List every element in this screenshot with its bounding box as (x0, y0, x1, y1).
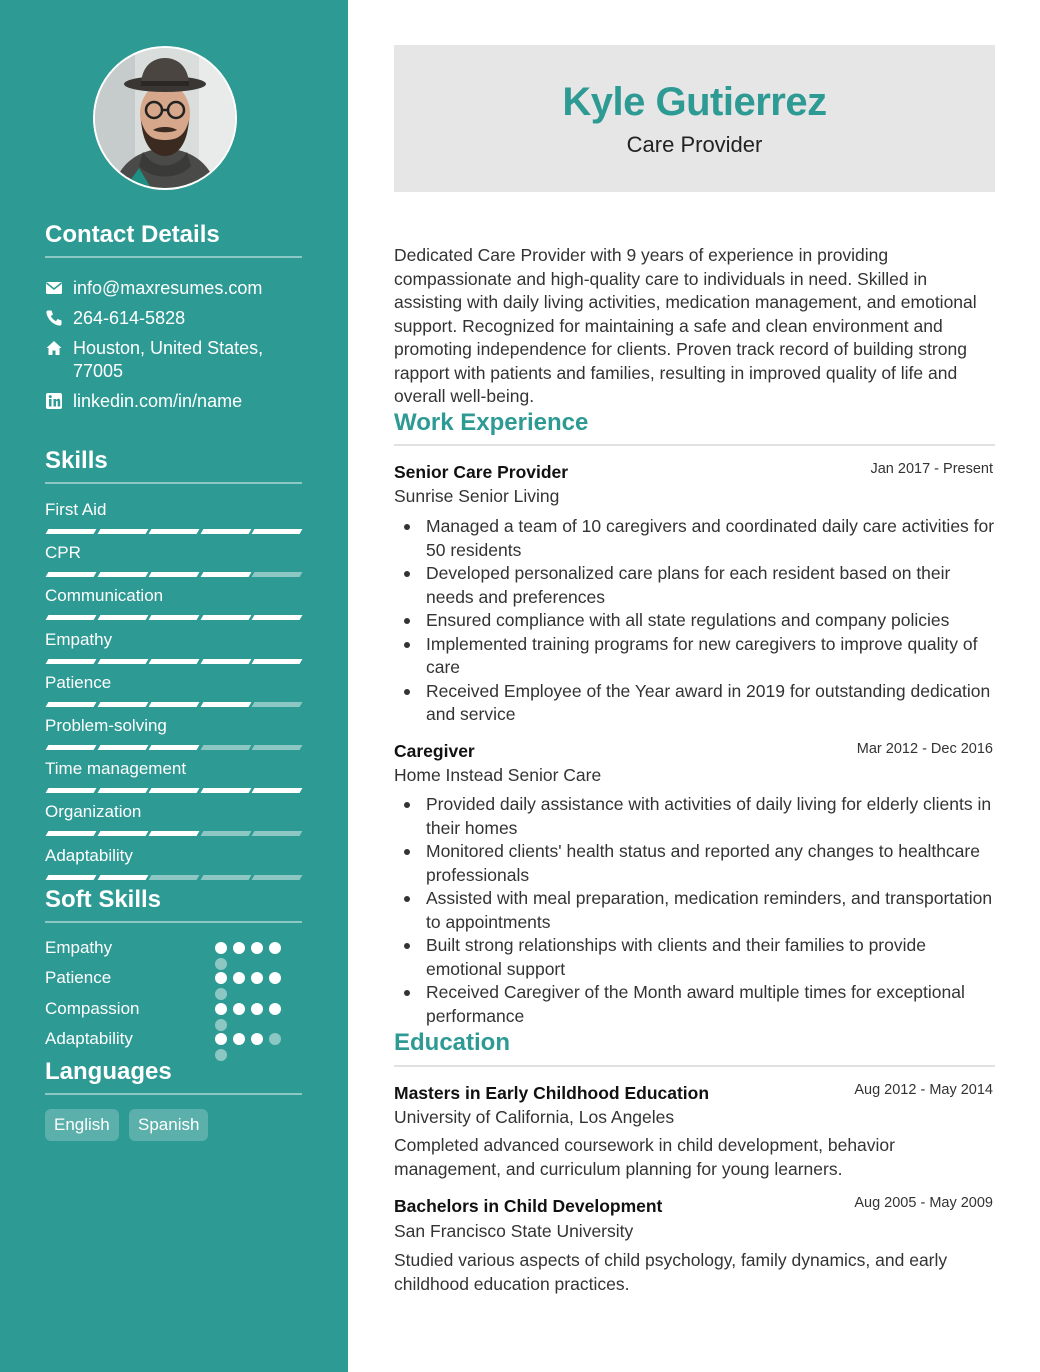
linkedin-text[interactable]: linkedin.com/in/name (73, 391, 243, 411)
skill-label: First Aid (45, 500, 107, 519)
envelope-icon (45, 279, 63, 297)
divider (45, 482, 302, 484)
divider (45, 921, 302, 923)
soft-skill-rating (215, 942, 295, 954)
skill-segment-filled (149, 659, 200, 664)
divider (394, 1065, 995, 1067)
soft-skill-label: Empathy (45, 938, 113, 957)
rating-dot-filled (251, 942, 263, 954)
soft-skill-rating (215, 1033, 295, 1045)
phone-text[interactable]: 264-614-5828 (73, 308, 186, 328)
email-text[interactable]: info@maxresumes.com (73, 278, 263, 298)
education-heading: Education (394, 1029, 511, 1056)
rating-dot-filled (269, 1003, 281, 1015)
skill-segment-filled (97, 702, 148, 707)
rating-dot-empty (269, 1033, 281, 1045)
home-icon (45, 339, 63, 357)
skill-segment-filled (46, 529, 97, 534)
divider (394, 444, 995, 446)
skill-segment-empty (252, 745, 303, 750)
degree-description: Studied various aspects of child psychology, family dynamics, and early childhood education practices. (394, 1250, 948, 1294)
degree-description: Completed advanced coursework in child development, behavior management, and curriculum planning for young learners. (394, 1135, 895, 1179)
rating-dot-filled (233, 972, 245, 984)
skill-segment-filled (149, 788, 200, 793)
job-title: Caregiver (394, 741, 475, 761)
name-header (394, 45, 995, 192)
skill-segment-filled (97, 745, 148, 750)
list-item: Assisted with meal preparation, medication reminders, and transportation to appointments (426, 887, 995, 934)
skill-level-bar (45, 788, 302, 794)
rating-dot-empty (215, 1019, 227, 1031)
skill-segment-filled (97, 572, 148, 577)
rating-dot-filled (215, 972, 227, 984)
rating-dot-filled (251, 972, 263, 984)
soft-skill-label: Patience (45, 968, 112, 987)
rating-dot-filled (215, 1033, 227, 1045)
skill-segment-filled (97, 529, 148, 534)
skill-segment-filled (200, 659, 251, 664)
skill-label: Empathy (45, 630, 113, 649)
rating-dot-filled (269, 942, 281, 954)
skill-label: Adaptability (45, 846, 133, 865)
skill-segment-empty (149, 875, 200, 880)
list-item: Received Employee of the Year award in 2019 for outstanding dedication and service (426, 680, 995, 727)
phone-icon (45, 309, 63, 327)
job-dates: Jan 2017 - Present (870, 461, 993, 477)
soft-skills-heading: Soft Skills (45, 886, 162, 913)
skill-label: Patience (45, 673, 112, 692)
skill-label: Organization (45, 802, 142, 821)
job-dates: Mar 2012 - Dec 2016 (856, 741, 993, 757)
skill-segment-filled (46, 788, 97, 793)
degree-title: Bachelors in Child Development (394, 1196, 663, 1216)
skill-segment-filled (97, 788, 148, 793)
skill-segment-empty (252, 702, 303, 707)
job-title: Senior Care Provider (394, 462, 569, 482)
skill-level-bar (45, 615, 302, 621)
contact-heading: Contact Details (45, 221, 220, 248)
skill-segment-filled (149, 572, 200, 577)
work-heading: Work Experience (394, 409, 589, 436)
profile-photo (95, 48, 235, 188)
job-bullets (394, 793, 995, 1028)
soft-skill-rating (215, 972, 295, 984)
skill-level-bar (45, 702, 302, 708)
skill-segment-filled (97, 659, 148, 664)
candidate-title: Care Provider (626, 132, 763, 157)
skill-segment-filled (46, 659, 97, 664)
skill-segment-filled (149, 529, 200, 534)
skill-segment-empty (200, 831, 251, 836)
soft-skill-label: Adaptability (45, 1029, 133, 1048)
rating-dot-filled (215, 942, 227, 954)
skill-segment-filled (200, 615, 251, 620)
skill-segment-filled (149, 702, 200, 707)
skill-level-bar (45, 572, 302, 578)
skill-segment-filled (46, 875, 97, 880)
address-text: Houston, United States, 77005 (73, 338, 264, 381)
skill-segment-empty (252, 572, 303, 577)
rating-dot-filled (233, 942, 245, 954)
skill-level-bar (45, 745, 302, 751)
skill-level-bar (45, 529, 302, 535)
skill-segment-filled (97, 615, 148, 620)
skill-segment-filled (252, 659, 303, 664)
skill-segment-filled (149, 745, 200, 750)
rating-dot-filled (269, 972, 281, 984)
rating-dot-filled (251, 1033, 263, 1045)
avatar (93, 46, 237, 190)
list-item: Received Caregiver of the Month award multiple times for exceptional performance (426, 981, 995, 1028)
skill-level-bar (45, 659, 302, 665)
list-item: Developed personalized care plans for each resident based on their needs and preferences (426, 562, 995, 609)
linkedin-icon (45, 392, 63, 410)
list-item: Managed a team of 10 caregivers and coordinated daily care activities for 50 residents (426, 515, 995, 562)
rating-dot-empty (215, 988, 227, 1000)
skill-segment-filled (46, 615, 97, 620)
skill-segment-empty (200, 875, 251, 880)
skill-segment-empty (252, 831, 303, 836)
rating-dot-filled (215, 1003, 227, 1015)
skill-segment-filled (149, 615, 200, 620)
rating-dot-filled (233, 1033, 245, 1045)
skill-segment-filled (200, 572, 251, 577)
rating-dot-filled (251, 1003, 263, 1015)
skill-segment-filled (200, 702, 251, 707)
skill-segment-empty (252, 875, 303, 880)
languages-heading: Languages (45, 1058, 172, 1085)
skill-label: CPR (45, 543, 81, 562)
skill-segment-filled (97, 831, 148, 836)
list-item: Ensured compliance with all state regulations and company policies (426, 609, 995, 633)
skill-level-bar (45, 831, 302, 837)
skill-segment-filled (149, 831, 200, 836)
school-name: University of California, Los Angeles (394, 1107, 675, 1127)
rating-dot-empty (215, 958, 227, 970)
divider (45, 1093, 302, 1095)
list-item: Monitored clients' health status and reported any changes to healthcare professionals (426, 840, 995, 887)
skill-segment-filled (46, 702, 97, 707)
skill-segment-empty (200, 745, 251, 750)
skill-label: Communication (45, 586, 164, 605)
language-pill: Spanish (129, 1109, 208, 1141)
job-bullets (394, 515, 995, 727)
degree-dates: Aug 2012 - May 2014 (854, 1082, 993, 1098)
skill-segment-filled (200, 529, 251, 534)
list-item: Built strong relationships with clients and their families to provide emotional support (426, 934, 995, 981)
soft-skill-label: Compassion (45, 999, 140, 1018)
divider (45, 256, 302, 258)
job-company: Sunrise Senior Living (394, 486, 560, 506)
job-company: Home Instead Senior Care (394, 765, 602, 785)
degree-title: Masters in Early Childhood Education (394, 1083, 710, 1103)
skill-level-bar (45, 875, 302, 881)
school-name: San Francisco State University (394, 1221, 634, 1241)
list-item: Implemented training programs for new caregivers to improve quality of care (426, 633, 995, 680)
rating-dot-filled (233, 1003, 245, 1015)
skill-segment-filled (46, 572, 97, 577)
language-pill: English (45, 1109, 119, 1141)
degree-dates: Aug 2005 - May 2009 (854, 1195, 993, 1211)
skill-segment-filled (252, 615, 303, 620)
sidebar (0, 0, 348, 1372)
skill-label: Time management (45, 759, 187, 778)
list-item: Provided daily assistance with activities of daily living for elderly clients in their homes (426, 793, 995, 840)
skill-segment-filled (46, 831, 97, 836)
summary-text: Dedicated Care Provider with 9 years of experience in providing compassionate and high-quality care to individuals in need. Skilled in assisting with daily living activities, medication management, and emotional support. Recognized for maintaining a safe and clean environment and promoting independence for clients. Proven track record of building strong rapport with patients and families, resulting in improved quality of life and overall well-being. (394, 245, 977, 406)
candidate-name: Kyle Gutierrez (562, 80, 827, 124)
skills-heading: Skills (45, 447, 108, 474)
skill-segment-filled (200, 788, 251, 793)
skill-segment-filled (46, 745, 97, 750)
skill-segment-filled (97, 875, 148, 880)
skill-segment-filled (252, 788, 303, 793)
soft-skill-rating (215, 1003, 295, 1015)
skill-label: Problem-solving (45, 716, 167, 735)
skill-segment-filled (252, 529, 303, 534)
